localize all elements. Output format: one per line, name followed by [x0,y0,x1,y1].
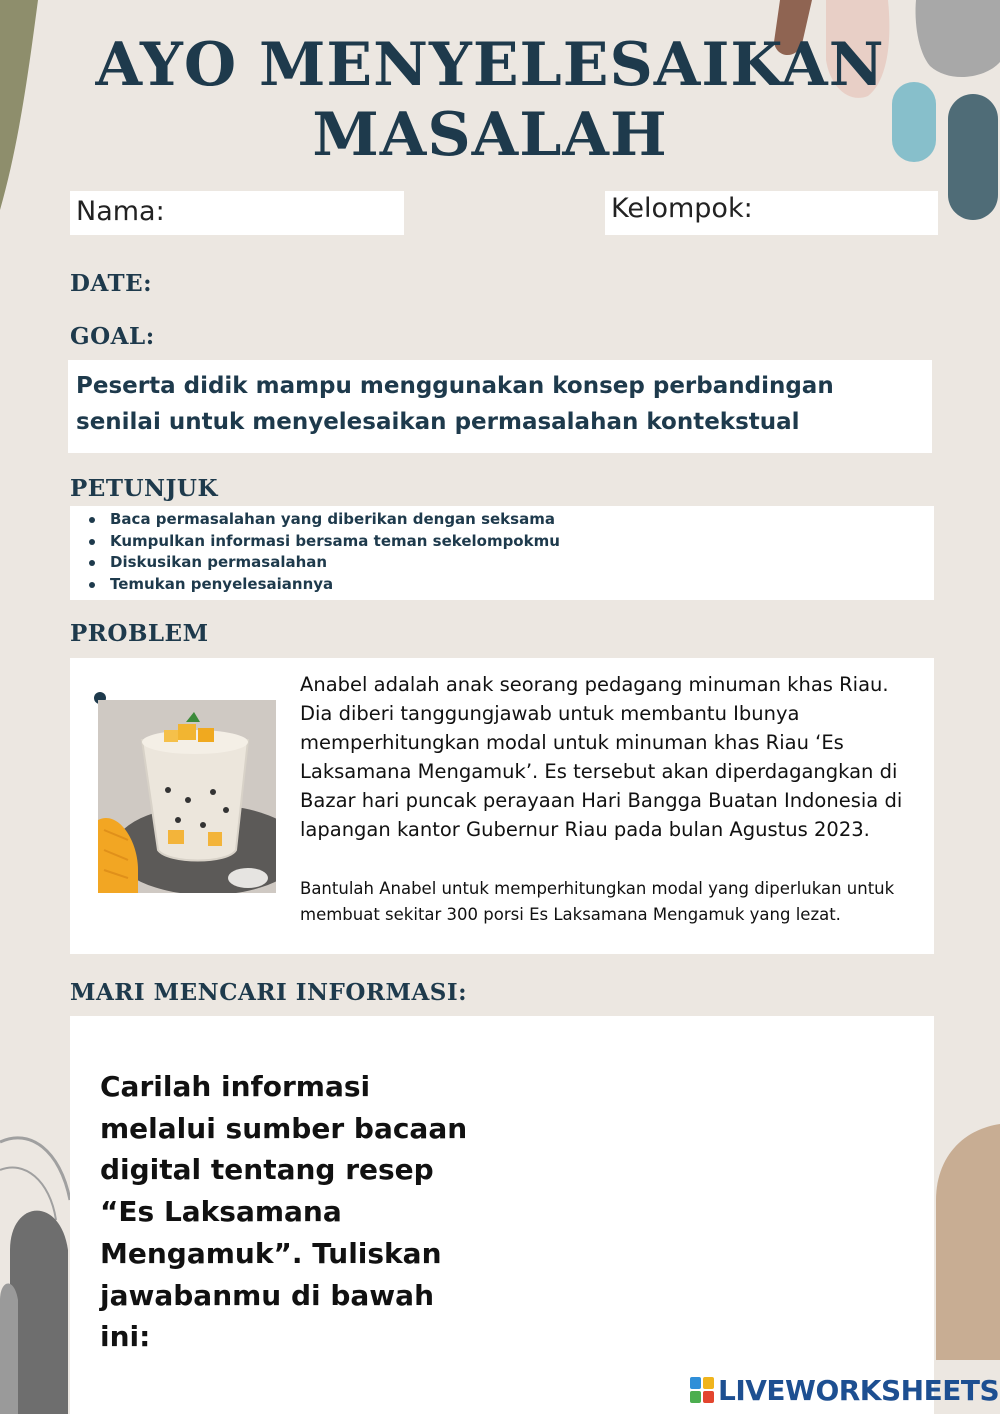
es-laksamana-mengamuk-photo [98,700,276,893]
tan-blob-decoration [936,1124,1000,1360]
instruction-item: Diskusikan permasalahan [110,552,560,574]
olive-curve-decoration [0,0,38,210]
liveworksheets-logo[interactable] [690,1373,999,1407]
instructions-label: PETUNJUK [70,475,218,502]
goal-label: GOAL: [70,323,155,350]
instruction-item: Baca permasalahan yang diberikan dengan seksama [110,509,560,531]
group-field [605,191,938,235]
name-label: Nama: [76,196,165,227]
info-label: MARI MENCARI INFORMASI: [70,979,468,1006]
name-field [70,191,404,235]
goal-box [68,360,932,453]
instructions-box [70,506,934,600]
answer-box [70,1016,934,1414]
liveworksheets-logo-icon [690,1377,714,1403]
info-instructions: Carilah informasi melalui sumber bacaan digital tentang resep “Es Laksamana Mengamuk”. Tuliskan jawabanmu di bawah ini: [100,1070,468,1354]
date-label: DATE: [70,270,153,297]
instruction-item: Temukan penyelesaiannya [110,574,560,596]
group-input[interactable] [765,191,937,235]
teal-pill-decoration [948,94,998,220]
problem-box [70,658,934,954]
answer-textarea[interactable] [500,1036,914,1370]
gray-arc-decoration [0,1138,70,1200]
dark-gray-blob-decoration [10,1211,68,1414]
title-line-2: MASALAH [312,100,668,170]
name-input[interactable] [170,191,402,235]
light-gray-blob-decoration [0,1283,18,1414]
problem-paragraph: Anabel adalah anak seorang pedagang minuman khas Riau. Dia diberi tanggungjawab untuk membantu Ibunya memperhitungkan modal untuk minuman khas Riau ‘Es Laksamana Mengamuk’. Es tersebut akan diperdagangkan di Bazar hari puncak perayaan Hari Bangga Buatan Indonesia di lapangan kantor Gubernur Riau pada bulan Agustus 2023. [300,673,903,841]
problem-label: PROBLEM [70,620,209,647]
instruction-item: Kumpulkan informasi bersama teman sekelompokmu [110,531,560,553]
logo-text: LIVEWORKSHEETS [718,1373,1000,1407]
date-input[interactable] [160,268,464,304]
gray-arc-decoration-2 [0,1167,56,1220]
problem-task: Bantulah Anabel untuk memperhitungkan modal yang diperlukan untuk membuat sekitar 300 porsi Es Laksamana Mengamuk yang lezat. [300,879,895,924]
instructions-list [110,509,560,595]
gray-blob-decoration [916,0,1000,77]
page-title [60,30,920,170]
goal-text: Peserta didik mampu menggunakan konsep perbandingan senilai untuk menyelesaikan permasalahan kontekstual [76,373,834,435]
title-line-1: AYO MENYELESAIKAN [95,30,885,100]
group-label: Kelompok: [611,193,753,224]
